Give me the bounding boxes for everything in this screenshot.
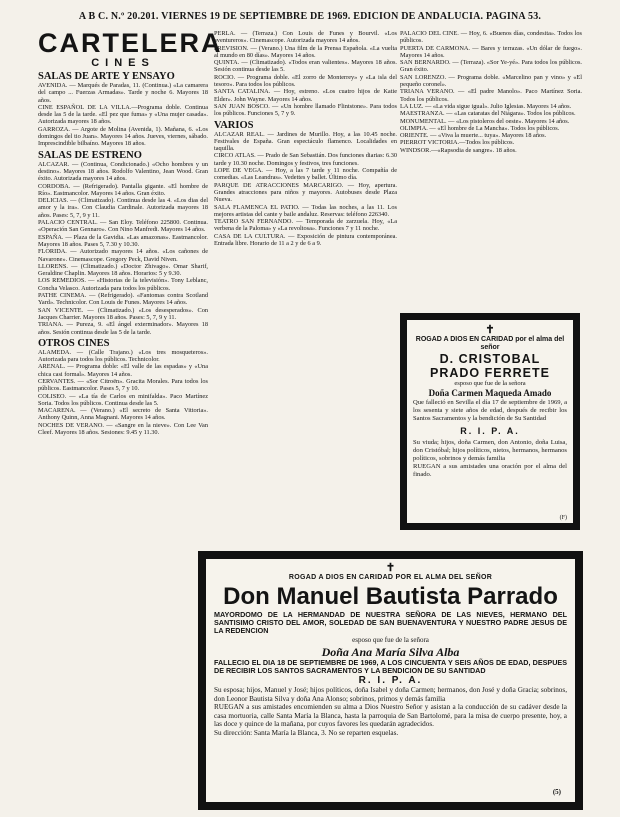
listing: TEATRO SAN FERNANDO. — Temporada de zarzuela. Hoy, «La verbena de la Paloma» y «La revoltosa». Funciones 7 y 11 noche. bbox=[214, 218, 397, 233]
spouse-name: Doña Carmen Maqueda Amado bbox=[428, 388, 552, 398]
listing: DELICIAS. — (Climatizado). Continua desde las 4. «Los dias del amor y la ira». Con Claudia Cardinale. Autorizada mayores 18 años. Pases: 5, 7, 9 y 11. bbox=[38, 197, 208, 219]
listing: ALCAZAR. — (Continua, Condicionado.) «Ocho hombres y un destino». Mayores 18 años. Rodolfo Valentino, Jean Wood. Gran éxito. Autorizada mayores 14 años. bbox=[38, 160, 208, 183]
listing: ROCIO. — Programa doble. «El zorro de Monterrey» y «La isla del tesoro». Para todos los públicos. bbox=[214, 73, 397, 89]
listing: SALA FLAMENCA EL PATIO. — Todas las noches, a las 11. Los mejores artistas del cante y baile andaluz. Reservas: teléfono 226340. bbox=[214, 203, 397, 218]
listing: ALAMEDA. — (Calle Trajano.) «Los tres mosqueteros». Autorizada para todos los públicos. Technicolor. bbox=[38, 348, 208, 364]
listing: PATHE CINEMA. — (Refrigerado). «Fantomas contra Scotland Yard». Technicolor. Con Louis de Funes. Mayores 14 años. bbox=[38, 292, 208, 307]
listing: SAN LORENZO. — Programa doble. «Marcelino pan y vino» y «El pequeño coronel». bbox=[400, 73, 582, 89]
listing: PREVISION. — (Verano.) Una film de la Prensa Española. «La vuelta al mundo en 80 días». Mayores 14 años. bbox=[214, 44, 397, 59]
section-heading: VARIOS bbox=[214, 119, 254, 131]
listing: QUINTA. — (Climatizado). «Todos eran valientes». Mayores 18 años. Sesión continua desde las 5. bbox=[214, 59, 397, 74]
listing: CASA DE LA CULTURA. — Exposición de pintura contemporánea. Entrada libre. Horario de 11 a 2 y de 6 a 9. bbox=[214, 232, 397, 248]
spouse-name: Doña Ana María Silva Alba bbox=[321, 644, 460, 659]
deceased-name: Don Manuel Bautista Parrado bbox=[223, 583, 558, 610]
obituary-small bbox=[400, 313, 580, 530]
listing: COLISEO. — «La tía de Carlos en minifalda». Paco Martínez Soria. Todos los públicos. Continua desde las 5. bbox=[38, 392, 208, 407]
listing: GARROZA. — Argote de Molina (Avenida, 1). Mañana, 6. «Los domingos del tio Juan». Mayores 14 años. Jueves, viernes, sábado. Imprescindible bilbaíno. Mayores 18 años. bbox=[38, 125, 208, 148]
obituary-prayer: ROGAD A DIOS EN CARIDAD POR EL ALMA DEL SEÑOR bbox=[288, 574, 493, 581]
listing: ARENAL. — Programa doble: «El valle de las espadas» y «Una chica casi formal». Mayores 14 años. bbox=[38, 363, 208, 378]
section-heading: SALAS DE ESTRENO bbox=[38, 149, 142, 161]
listing: FLORIDA. — Autorizado mayores 14 años. «Los cañones de Navarone». Cinemascope. Gregory Peck, David Niven. bbox=[38, 248, 208, 263]
deceased-titles: MAYORDOMO DE LA HERMANDAD DE NUESTRA SEÑORA DE LAS NIEVES, HERMANO DEL SANTISIMO CRISTO DEL AMOR, SOLEDAD DE SAN BUENAVENTURA Y NUESTRO PADRE JESUS DE LA REDENCION bbox=[214, 610, 567, 636]
listings-column-3 bbox=[400, 30, 582, 154]
listing: ALCAZAR REAL. — Jardines de Murillo. Hoy, a las 10.45 noche. Festivales de España. Gran espectáculo flamenco. Localidades en taquilla. bbox=[214, 130, 397, 153]
listing: ORIENTE. — «Viva la muerte... tuya». Mayores 18 años. bbox=[400, 132, 547, 140]
listing: OLIMPIA. — «El hombre de La Mancha». Todos los públicos. bbox=[400, 124, 560, 132]
obituary-prayer: ROGAD A DIOS EN CARIDAD por el alma del señor bbox=[415, 336, 565, 351]
listing: SANTA CATALINA. — Hoy, estreno. «Los cuatro hijos de Katie Elder». John Wayne. Mayores 14 años. bbox=[214, 88, 397, 103]
address-text: Su dirección: Santa María la Blanca, 3. No se reparten esquelas. bbox=[214, 728, 399, 737]
listing: PERLA. — (Terraza.) Con Louis de Funes y Bourvil. «Los aventureros». Cinemascope. Autorizada mayores 14 años. bbox=[214, 30, 397, 45]
notice-number: (5) bbox=[552, 788, 561, 796]
listing: LOS REMEDIOS. — «Historias de la televisión». Tony Leblanc, Concha Velasco. Autorizada para todos los públicos. bbox=[38, 277, 208, 292]
cartelera-title: CARTELERA bbox=[38, 28, 223, 58]
section-heading: SALAS DE ARTE Y ENSAYO bbox=[38, 71, 175, 82]
spouse-intro: esposo que fue de la señora bbox=[454, 380, 526, 387]
ruegan-text: RUEGAN a sus amistades encomienden su alma a Dios Nuestro Señor y asistan a la conducción de su cadáver desde la casa mortuoria, calle Santa María la Blanca, hasta la parroquia de San Bartolomé, para la misa de cuerpo presente, hoy, a las doce y quince de la mañana, por cuyos favores les quedarán agradecidos. bbox=[214, 703, 567, 729]
listing: CINE ESPAÑOL DE LA VILLA.—Programa doble. Continua desde las 5 de la tarde. «El pez que fuma» y «Una mujer casada». Autorizada mayores 18 años. bbox=[38, 103, 208, 126]
spouse-intro: esposo que fue de la señora bbox=[352, 635, 429, 644]
listings-column-2 bbox=[214, 30, 397, 247]
listing: MAESTRANZA. — «Las cataratas del Niágara». Todos los públicos. bbox=[400, 110, 576, 118]
deceased-name: D. CRISTOBAL PRADO FERRETE bbox=[430, 352, 550, 380]
listing: SAN JUAN BOSCO. — «Un hombre llamado Flintstone». Para todos los públicos. Funciones 5, 7 y 9. bbox=[214, 102, 397, 118]
cross-icon: ✝ bbox=[385, 562, 396, 574]
listing: CIRCO ATLAS. — Prado de San Sebastián. Dos funciones diarias: 6.30 tarde y 10.30 noche. Domingos y festivos, tres funciones. bbox=[214, 152, 397, 167]
listing: LA LUZ. — «La vida sigue igual». Julio Iglesias. Mayores 14 años. bbox=[400, 102, 572, 110]
listing: CORDOBA. — (Refrigerado). Pantalla gigante. «El hombre de Río». Eastmancolor. Mayores 14 años. Gran éxito. bbox=[38, 182, 208, 197]
listing: PALACIO CENTRAL. — San Eloy. Teléfono 225800. Continua. «Operación San Gennaro». Con Nino Manfredi. Mayores 14 años. bbox=[38, 219, 208, 234]
listing: LOPE DE VEGA. — Hoy, a las 7 tarde y 11 noche. Compañía de comedias. «Las Leandras». Vedettes y ballet. Último día. bbox=[214, 167, 397, 182]
listing: SAN BERNARDO. — (Terraza). «Sor Ye-yé». Para todos los públicos. Gran éxito. bbox=[400, 59, 582, 74]
listing: MACARENA. — (Verano.) «El secreto de Santa Vittoria». Anthony Quinn, Anna Magnani. Mayores 14 años. bbox=[38, 407, 208, 422]
notice-number: (F) bbox=[559, 515, 567, 521]
cines-subtitle: CINES bbox=[91, 57, 155, 69]
listing: PIERROT VICTORIA.—Todos los públicos. bbox=[400, 139, 515, 147]
listing: PALACIO DEL CINE. — Hoy, 6. «Buenos días, condesita». Todos los públicos. bbox=[400, 30, 582, 45]
section-heading: OTROS CINES bbox=[38, 337, 110, 349]
listing: WINDSOR.—«Rapsodia de sangre». 18 años. bbox=[400, 146, 517, 154]
obituary-large bbox=[198, 551, 583, 810]
cross-icon: ✝ bbox=[485, 324, 495, 336]
listing: AVENIDA. — Marqués de Paradas, 11. (Continua.) «La camarera del campo ... Fuerzas Armadas». Tarde y noche 6. Mayores 18 años. bbox=[38, 82, 208, 104]
listing: ESPAÑA. — Plaza de la Gavidia. «Las amazonas». Eastmancolor. Mayores 18 años. Pases 5, 7.30 y 10.30. bbox=[38, 233, 208, 248]
ruegan-text: RUEGAN a sus amistades una oración por el alma del finado. bbox=[413, 463, 567, 478]
listing: TRIANA VERANO. — «El padre Manolo». Paco Martínez Soria. Todos los públicos. bbox=[400, 88, 582, 103]
death-notice: Que falleció en Sevilla el día 17 de septiembre de 1969, a los sesenta y siete años de edad, después de recibir los Santos Sacramentos y la bendición de Su Santidad bbox=[413, 399, 567, 422]
listing: SAN VICENTE. — (Climatizado.) «Los desesperados». Con Jacques Charrier. Mayores 18 años. Pases: 5, 7, 9 y 11. bbox=[38, 306, 208, 321]
listing: TRIANA. — Pureza, 9. «El ángel exterminador». Mayores 18 años. Sesión continua desde las 5 de la tarde. bbox=[38, 321, 208, 336]
family-list: Su esposa; hijos, Manuel y José; hijos políticos, doña Isabel y doña Carmen; hermanos, don José y doña Gracia; sobrinos, don Leonor Bautista Silva y doña Ana Alonso; sobrinos, primos y demás familia bbox=[214, 686, 567, 703]
listing: PUERTA DE CARMONA. — Bares y terrazas. «Un dólar de fuego». Mayores 14 años. bbox=[400, 44, 582, 59]
family-list: Su viuda; hijos, doña Carmen, don Antonio, doña Luisa, don Cristóbal; hijos políticos, nietos, hermanos, hermanos políticos, sobrinos y demás familia bbox=[413, 439, 567, 462]
listing: CERVANTES. — «Sor Citroën». Gracita Morales. Para todos los públicos. Eastmancolor. Pases 5, 7 y 10. bbox=[38, 377, 208, 393]
listing: MONUMENTAL. — «Los pistoleros del oeste». Mayores 14 años. bbox=[400, 117, 570, 125]
listing: PARQUE DE ATRACCIONES MARCARIGO. — Hoy, apertura. Grandes atracciones para niños y mayores. Autobuses desde Plaza Nueva. bbox=[214, 181, 397, 204]
listing: NOCHES DE VERANO. — «Sangre en la nieve». Con Lee Van Cleef. Mayores 18 años. Sesiones: 9.45 y 11.30. bbox=[38, 421, 208, 437]
cartelera-column bbox=[38, 28, 223, 437]
page-header: A B C. N.º 20.201. VIERNES 19 DE SEPTIEMBRE DE 1969. EDICION DE ANDALUCIA. PAGINA 53. bbox=[78, 11, 542, 22]
death-notice: FALLECIO EL DIA 18 DE SEPTIEMBRE DE 1969, A LOS CINCUENTA Y SEIS AÑOS DE EDAD, DESPUES DE RECIBIR LOS SANTOS SACRAMENTOS Y LA BENDICION DE SU SANTIDAD bbox=[214, 657, 567, 675]
listing: LLORENS. — (Climatizado.) «Doctor Zhivago». Omar Sharif, Geraldine Chaplin. Mayores 18 años. Horarios: 5 y 9.30. bbox=[38, 262, 208, 278]
rip-label: R. I. P. A. bbox=[358, 675, 423, 687]
rip-label: R. I. P. A. bbox=[460, 426, 520, 436]
